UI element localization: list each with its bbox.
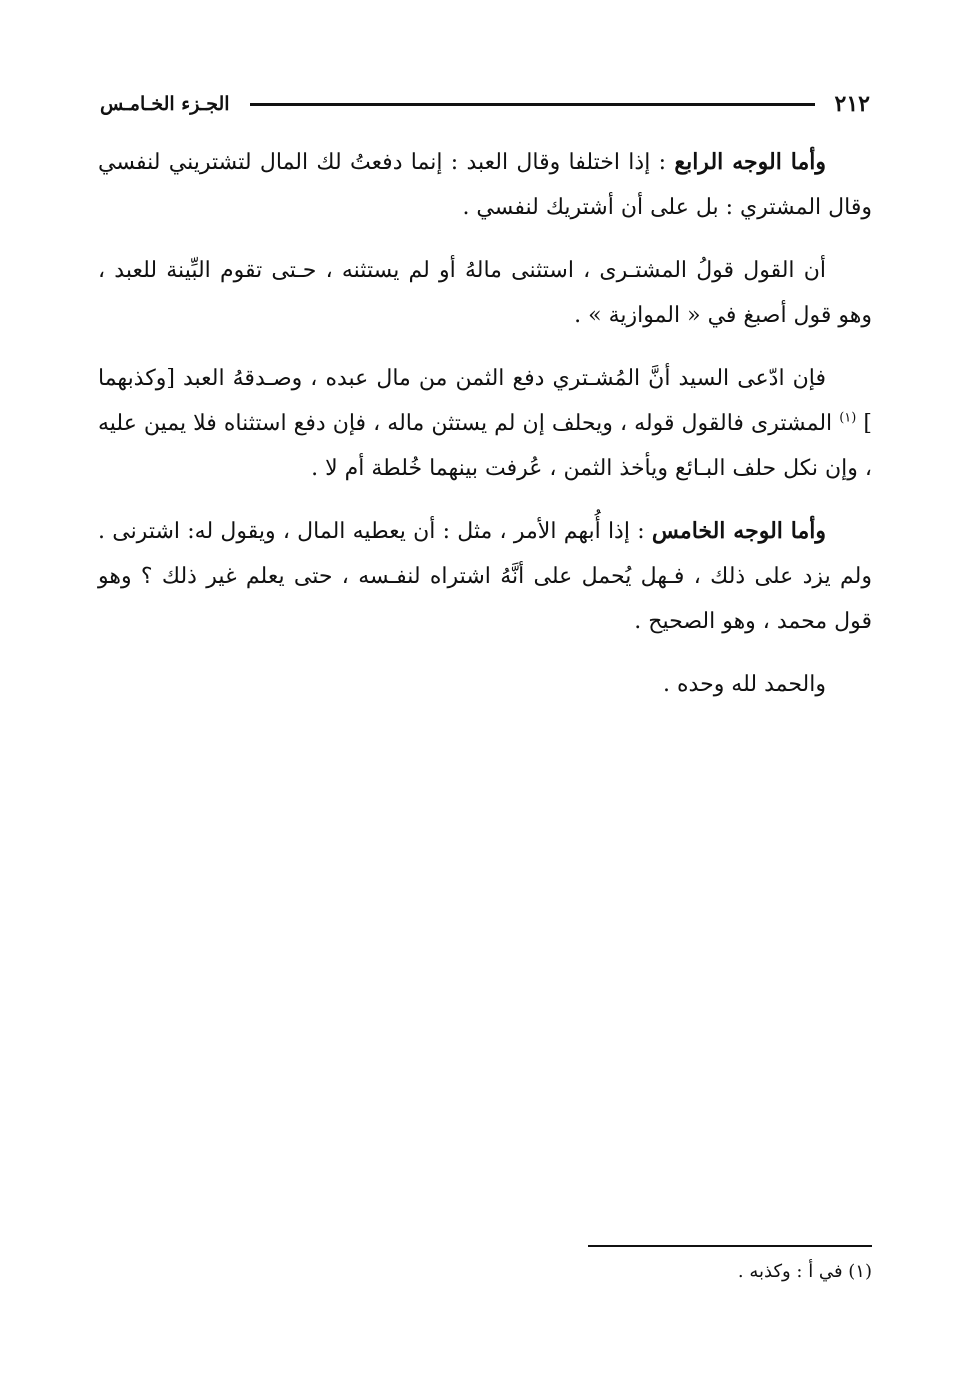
paragraph-text: : إذا أُبهم الأمر ، مثل : أن يعطيه المال ، ويقول له: اشترنى . ولم يزد على ذلك ، فـهل يُحمل على أنَّهُ اشتراه لنفـسه ، حتى يعلم غير ذلك ؟ وهو قول محمد ، وهو الصحيح . <box>98 519 872 634</box>
section-lead: وأما الوجه الرابع <box>674 149 826 175</box>
paragraph-5 <box>98 662 872 707</box>
paragraph-text: : إذا اختلفا وقال العبد : إنما دفعتُ لك المال لتشتريني لنفسي وقال المشتري : بل على أن أشتريك لنفسي . <box>98 150 872 220</box>
closing-line: والحمد لله وحده . <box>663 672 826 697</box>
paragraph-text: فإن ادّعى السيد أنَّ المُشـتري دفع الثمن من مال عبده ، وصـدقهُ العبد [وكذبهما ] <box>98 366 872 436</box>
paragraph-text: أن القول قولُ المشتـرى ، استثنى مالهُ أو لم يستثنه ، حـتى تقوم البِّينة للعبد ، وهو قول أصبغ في « الموازية » . <box>98 258 872 328</box>
running-title: الجـزء الخـامـس <box>100 93 230 115</box>
page-number: ٢١٢ <box>834 91 870 117</box>
header-rule <box>250 103 815 106</box>
paragraph-1 <box>98 140 872 230</box>
paragraph-3 <box>98 356 872 491</box>
section-lead: وأما الوجه الخامس <box>651 518 827 544</box>
page-header <box>100 86 870 122</box>
paragraph-2 <box>98 248 872 338</box>
paragraph-text-continued: المشترى فالقول قوله ، ويحلف إن لم يستثن ماله ، فإن دفع استثناه فلا يمين عليه ، وإن نكل حلف البـائع ويأخذ الثمن ، عُرفت بينهما خُلطة أم لا . <box>98 411 872 481</box>
footnote-rule <box>588 1245 872 1247</box>
main-text <box>98 140 872 725</box>
footnote: (١) في أ : وكذبه . <box>737 1261 872 1282</box>
footnote-reference: (١) <box>839 410 857 426</box>
paragraph-4 <box>98 509 872 644</box>
